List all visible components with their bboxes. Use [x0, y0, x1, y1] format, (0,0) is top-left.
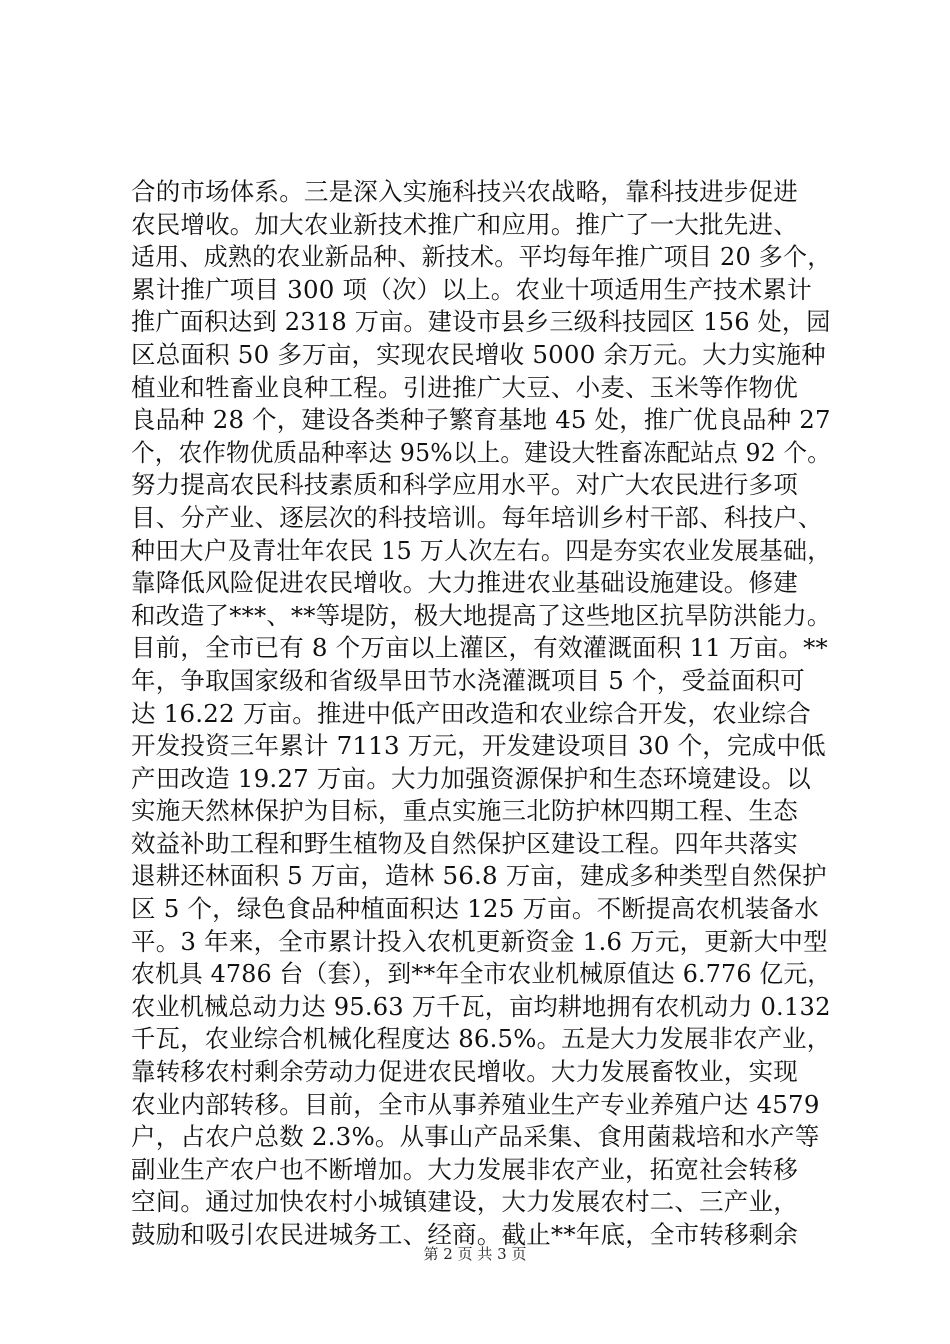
text-line: 副业生产农户也不断增加。大力发展非农产业，拓宽社会转移 — [131, 1154, 798, 1184]
text-line: 开发投资三年累计 7113 万元，开发建设项目 30 个，完成中低 — [131, 731, 826, 761]
page-footer: 第 2 页 共 3 页 — [423, 1245, 527, 1263]
text-line: 区 5 个，绿色食品种植面积达 125 万亩。不断提高农机装备水 — [131, 894, 819, 924]
text-line: 农机具 4786 台（套），到**年全市农业机械原值达 6.776 亿元， — [131, 959, 832, 989]
text-line: 农业机械总动力达 95.63 万千瓦，亩均耕地拥有农机动力 0.132 — [131, 991, 831, 1021]
text-line: 户，占农户总数 2.3%。从事山产品采集、食用菌栽培和水产等 — [131, 1122, 820, 1152]
text-line: 累计推广项目 300 项（次）以上。农业十项适用生产技术累计 — [131, 274, 812, 304]
text-line: 退耕还林面积 5 万亩，造林 56.8 万亩，建成多种类型自然保护 — [131, 861, 827, 891]
text-line: 农民增收。加大农业新技术推广和应用。推广了一大批先进、 — [131, 209, 798, 239]
text-line: 产田改造 19.27 万亩。大力加强资源保护和生态环境建设。以 — [131, 763, 811, 793]
text-line: 农业内部转移。目前，全市从事养殖业生产专业养殖户达 4579 — [131, 1089, 820, 1119]
text-line: 适用、成熟的农业新品种、新技术。平均每年推广项目 20 多个， — [131, 242, 832, 272]
text-line: 努力提高农民科技素质和科学应用水平。对广大农民进行多项 — [131, 470, 798, 500]
text-line: 个，农作物优质品种率达 95%以上。建设大牲畜冻配站点 92 个。 — [131, 437, 832, 467]
text-line: 合的市场体系。三是深入实施科技兴农战略，靠科技进步促进 — [131, 177, 798, 206]
text-line: 达 16.22 万亩。推进中低产田改造和农业综合开发，农业综合 — [131, 698, 811, 728]
text-line: 和改造了***、**等堤防，极大地提高了这些地区抗旱防洪能力。 — [131, 600, 832, 630]
text-line: 种田大户及青壮年农民 15 万人次左右。四是夯实农业发展基础， — [131, 535, 832, 565]
text-line: 靠转移农村剩余劳动力促进农民增收。大力发展畜牧业，实现 — [131, 1057, 798, 1087]
text-line: 目前，全市已有 8 个万亩以上灌区，有效灌溉面积 11 万亩。** — [131, 633, 829, 663]
text-line: 空间。通过加快农村小城镇建设，大力发展农村二、三产业， — [131, 1187, 798, 1217]
text-line: 年，争取国家级和省级旱田节水浇灌溉项目 5 个，受益面积可 — [131, 665, 805, 695]
text-line: 目、分产业、逐层次的科技培训。每年培训乡村干部、科技户、 — [131, 502, 823, 532]
text-line: 平。3 年来，全市累计投入农机更新资金 1.6 万元，更新大中型 — [131, 926, 828, 956]
text-line: 鼓励和吸引农民进城务工、经商。截止**年底，全市转移剩余 — [131, 1220, 799, 1249]
text-line: 实施天然林保护为目标，重点实施三北防护林四期工程、生态 — [131, 796, 798, 826]
text-line: 良品种 28 个，建设各类种子繁育基地 45 处，推广优良品种 27 — [131, 405, 831, 435]
body-text — [131, 176, 831, 1252]
text-line: 推广面积达到 2318 万亩。建设市县乡三级科技园区 156 处，园 — [131, 307, 831, 337]
text-line: 靠降低风险促进农民增收。大力推进农业基础设施建设。修建 — [131, 568, 798, 598]
text-line: 植业和牲畜业良种工程。引进推广大豆、小麦、玉米等作物优 — [131, 372, 798, 402]
text-line: 效益补助工程和野生植物及自然保护区建设工程。四年共落实 — [131, 828, 798, 858]
text-line: 区总面积 50 多万亩，实现农民增收 5000 余万元。大力实施种 — [131, 339, 826, 369]
text-line: 千瓦，农业综合机械化程度达 86.5%。五是大力发展非农产业， — [131, 1024, 832, 1054]
